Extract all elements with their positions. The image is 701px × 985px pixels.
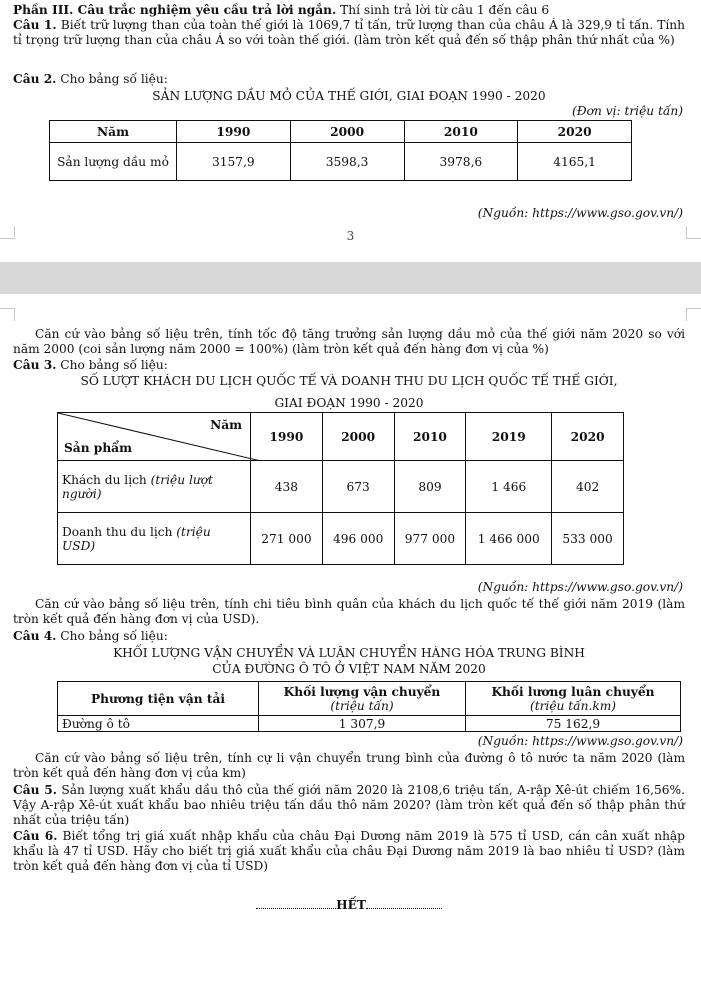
table-header-cell: 2000 <box>322 413 394 461</box>
freight-table <box>57 681 681 732</box>
question-4-intro: Câu 4. Cho bảng số liệu: <box>13 629 168 643</box>
dotted-line <box>366 908 442 909</box>
question-5: Câu 5. Sản lượng xuất khẩu dầu thô của thế giới năm 2020 là 2108,6 triệu tấn, A-rập Xê-út chiếm 16,56%. Vậy A-rập Xê-út xuất khẩu bao nhiêu triệu tấn dầu thô năm 2020? (làm tròn kết quả đến số thập phân thứ nhất của triệu tấn) <box>13 783 685 828</box>
table-cell: 809 <box>394 461 466 513</box>
table-header-cell: 2010 <box>404 121 518 143</box>
table-cell: 402 <box>552 461 624 513</box>
question-4-table-title-2: CỦA ĐƯỜNG Ô TÔ Ở VIỆT NAM NĂM 2020 <box>212 662 486 676</box>
dotted-line <box>256 908 336 909</box>
question-2-source: (Nguồn: https://www.gso.gov.vn/) <box>477 206 683 220</box>
table-header-cell: 2020 <box>552 413 624 461</box>
question-4-prompt: Căn cứ vào bảng số liệu trên, tính cự li vận chuyển trung bình của đường ô tô nước ta năm 2020 (làm tròn kết quả đến hàng đơn vị của km) <box>13 751 685 781</box>
corner-top-label: Năm <box>210 418 242 432</box>
table-cell: 271 000 <box>251 513 323 565</box>
table-header-cell: 2000 <box>290 121 404 143</box>
table-row-label: Khách du lịch (triệu lượt người) <box>58 461 251 513</box>
question-2-intro: Câu 2. Cho bảng số liệu: <box>13 72 168 86</box>
page-gap <box>0 262 701 294</box>
table-header-cell: Khối lương luân chuyển (triệu tấn.km) <box>465 682 680 716</box>
table-header-cell: Năm <box>50 121 177 143</box>
question-3-prompt: Căn cứ vào bảng số liệu trên, tính chi tiêu bình quân của khách du lịch quốc tế thế giới năm 2019 (làm tròn kết quả đến hàng đơn vị của USD). <box>13 597 685 627</box>
table-row-label: Doanh thu du lịch (triệu USD) <box>58 513 251 565</box>
table-cell: 3157,9 <box>177 143 291 181</box>
table-cell: 3598,3 <box>290 143 404 181</box>
question-1: Câu 1. Biết trữ lượng than của toàn thế giới là 1069,7 tỉ tấn, trữ lượng than của châu Á là 329,9 tỉ tấn. Tính tỉ trọng trữ lượng than của châu Á so với toàn thế giới. (làm tròn kết quả đến số thập phân thứ nhất của %) <box>13 18 685 48</box>
page-corner-mark <box>0 308 15 321</box>
table-cell: 1 466 <box>466 461 552 513</box>
table-cell: 496 000 <box>322 513 394 565</box>
table-cell: 1 307,9 <box>259 716 466 732</box>
table-row-label: Sản lượng dầu mỏ <box>50 143 177 181</box>
question-3-table-title: SỐ LƯỢT KHÁCH DU LỊCH QUỐC TẾ VÀ DOANH THU DU LỊCH QUỐC TẾ THẾ GIỚI, <box>80 374 618 388</box>
question-2-table-title: SẢN LƯỢNG DẦU MỎ CỦA THẾ GIỚI, GIAI ĐOẠN 1990 - 2020 <box>152 89 546 103</box>
table-cell: 977 000 <box>394 513 466 565</box>
table-cell: 4165,1 <box>518 143 632 181</box>
table-header-cell: 2019 <box>466 413 552 461</box>
table-cell: 3978,6 <box>404 143 518 181</box>
table-corner-cell <box>58 413 251 461</box>
table-cell: 673 <box>322 461 394 513</box>
oil-output-table <box>49 120 632 181</box>
table-header-cell: 2010 <box>394 413 466 461</box>
corner-bottom-label: Sản phẩm <box>64 441 132 455</box>
tourism-table <box>57 412 624 565</box>
table-header-cell: 1990 <box>177 121 291 143</box>
part-heading: Phần III. Câu trắc nghiệm yêu cầu trả lời ngắn. Thí sinh trả lời từ câu 1 đến câu 6 <box>13 3 550 17</box>
table-header-cell: 1990 <box>251 413 323 461</box>
table-header-cell: 2020 <box>518 121 632 143</box>
table-cell: 75 162,9 <box>465 716 680 732</box>
table-cell: 1 466 000 <box>466 513 552 565</box>
question-3-table-title-2: GIAI ĐOẠN 1990 - 2020 <box>274 396 424 410</box>
question-6: Câu 6. Biết tổng trị giá xuất nhập khẩu của châu Đại Dương năm 2019 là 575 tỉ USD, cán cân xuất nhập khẩu là 47 tỉ USD. Hãy cho biết trị giá xuất khẩu của châu Đại Dương năm 2019 là bao nhiêu tỉ USD? (làm tròn kết quả đến hàng đơn vị của tỉ USD) <box>13 829 685 874</box>
table-row-label: Đường ô tô <box>58 716 259 732</box>
table-cell: 533 000 <box>552 513 624 565</box>
table-header-cell: Phương tiện vận tải <box>58 682 259 716</box>
question-2-unit: (Đơn vị: triệu tấn) <box>572 104 683 118</box>
end-marker: HẾT <box>13 898 685 913</box>
page-number: 3 <box>346 229 355 243</box>
table-header-cell: Khối lượng vận chuyển (triệu tấn) <box>259 682 466 716</box>
question-2-prompt: Căn cứ vào bảng số liệu trên, tính tốc độ tăng trưởng sản lượng dầu mỏ của thế giới năm 2020 so với năm 2000 (coi sản lượng năm 2000 = 100%) (làm tròn kết quả đến hàng đơn vị của %) <box>13 327 685 357</box>
question-4-table-title: KHỐI LƯỢNG VẬN CHUYỂN VÀ LUÂN CHUYỂN HÀNG HÓA TRUNG BÌNH <box>113 646 585 660</box>
question-3-intro: Câu 3. Cho bảng số liệu: <box>13 358 168 372</box>
table-cell: 438 <box>251 461 323 513</box>
page-corner-mark <box>686 308 701 321</box>
question-3-source: (Nguồn: https://www.gso.gov.vn/) <box>477 580 683 594</box>
question-4-source: (Nguồn: https://www.gso.gov.vn/) <box>477 734 683 748</box>
